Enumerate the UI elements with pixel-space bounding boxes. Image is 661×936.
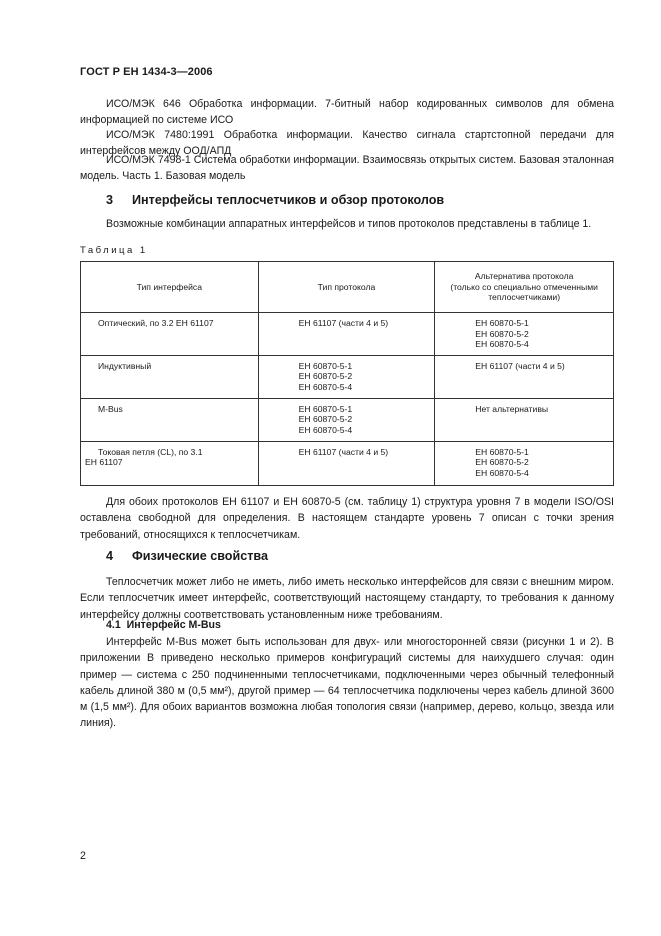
table-header-row xyxy=(81,262,614,313)
table-row xyxy=(81,355,614,398)
cell-alternative: ЕН 60870-5-1 ЕН 60870-5-2 ЕН 60870-5-4 xyxy=(435,441,614,485)
section-4-number: 4 xyxy=(106,549,114,563)
cell-alternative: ЕН 61107 (части 4 и 5) xyxy=(435,355,614,398)
cell-alternative: Нет альтернативы xyxy=(435,398,614,441)
table-row xyxy=(81,313,614,356)
header-protocol-type: Тип протокола xyxy=(258,262,435,313)
subsection-4-1-number: 4.1 xyxy=(106,619,121,631)
reference-iso-7480: ИСО/МЭК 7480:1991 Обработка информации. Качество сигнала стартстопной передачи для интерфейсов между ООД/АПД xyxy=(80,129,614,158)
reference-iso-7498: ИСО/МЭК 7498-1 Система обработки информации. Взаимосвязь открытых систем. Базовая эталонная модель. Часть 1. Базовая модель xyxy=(80,154,614,183)
header-protocol-alternative: Альтернатива протокола (только со специально отмеченными теплосчетчиками) xyxy=(435,262,614,313)
section-4-intro: Теплосчетчик может либо не иметь, либо иметь несколько интерфейсов для связи с внешним миром. Если теплосчетчик имеет интерфейс, соответствующий настоящему стандарту, то требования к данному интерфейсу должны соответствовать установленным ниже требованиям. xyxy=(80,576,614,621)
section-4-heading xyxy=(80,549,268,563)
subsection-4-1-text: Интерфейс M-Bus может быть использован для двух- или многосторонней связи (рисунки 1 и 2). В приложении В приведено несколько примеров конфигураций системы для наихудшего случая: один пример — система с 250 подчиненными теплосчетчиками, подключенными через обычный телефонный кабель длиной 380 м (0,5 мм²), другой пример — 64 теплосчетчика подключены через кабель длиной 3600 м (1,5 мм²). Для обоих вариантов возможна любая топология связи (например, дерево, кольцо, звезда или линия). xyxy=(80,636,614,730)
cell-alternative: ЕН 60870-5-1 ЕН 60870-5-2 ЕН 60870-5-4 xyxy=(435,313,614,356)
table-caption: Таблица 1 xyxy=(80,245,148,256)
cell-protocol: ЕН 60870-5-1 ЕН 60870-5-2 ЕН 60870-5-4 xyxy=(258,398,435,441)
section-4-title: Физические свойства xyxy=(132,549,268,563)
table-row xyxy=(81,441,614,485)
table-row xyxy=(81,398,614,441)
page-number: 2 xyxy=(80,850,86,862)
section-3-title: Интерфейсы теплосчетчиков и обзор протоколов xyxy=(132,193,445,207)
cell-protocol: ЕН 61107 (части 4 и 5) xyxy=(258,441,435,485)
table-1 xyxy=(80,261,614,486)
section-3-heading xyxy=(80,193,444,207)
cell-interface: Оптический, по 3.2 ЕН 61107 xyxy=(81,313,259,356)
cell-interface: Индуктивный xyxy=(81,355,259,398)
document-header: ГОСТ Р ЕН 1434-3—2006 xyxy=(80,66,213,78)
cell-interface: Токовая петля (CL), по 3.1 ЕН 61107 xyxy=(81,441,259,485)
cell-protocol: ЕН 61107 (части 4 и 5) xyxy=(258,313,435,356)
subsection-4-1-title: Интерфейс M-Bus xyxy=(126,619,221,631)
cell-interface: M-Bus xyxy=(81,398,259,441)
section-3-intro: Возможные комбинации аппаратных интерфейсов и типов протоколов представлены в таблице 1. xyxy=(106,218,592,230)
header-interface-type: Тип интерфейса xyxy=(81,262,259,313)
reference-iso-646: ИСО/МЭК 646 Обработка информации. 7-битный набор кодированных символов для обмена информацией по системе ИСО xyxy=(80,98,614,127)
section-3-number: 3 xyxy=(106,193,114,207)
after-table-paragraph: Для обоих протоколов ЕН 61107 и ЕН 60870-5 (см. таблицу 1) структура уровня 7 в модели ISO/OSI оставлена свободной для определения. В настоящем стандарте уровень 7 описан с точки зрения требований, относящихся к теплосчетчикам. xyxy=(80,496,614,541)
cell-protocol: ЕН 60870-5-1 ЕН 60870-5-2 ЕН 60870-5-4 xyxy=(258,355,435,398)
subsection-4-1-heading xyxy=(106,619,221,631)
